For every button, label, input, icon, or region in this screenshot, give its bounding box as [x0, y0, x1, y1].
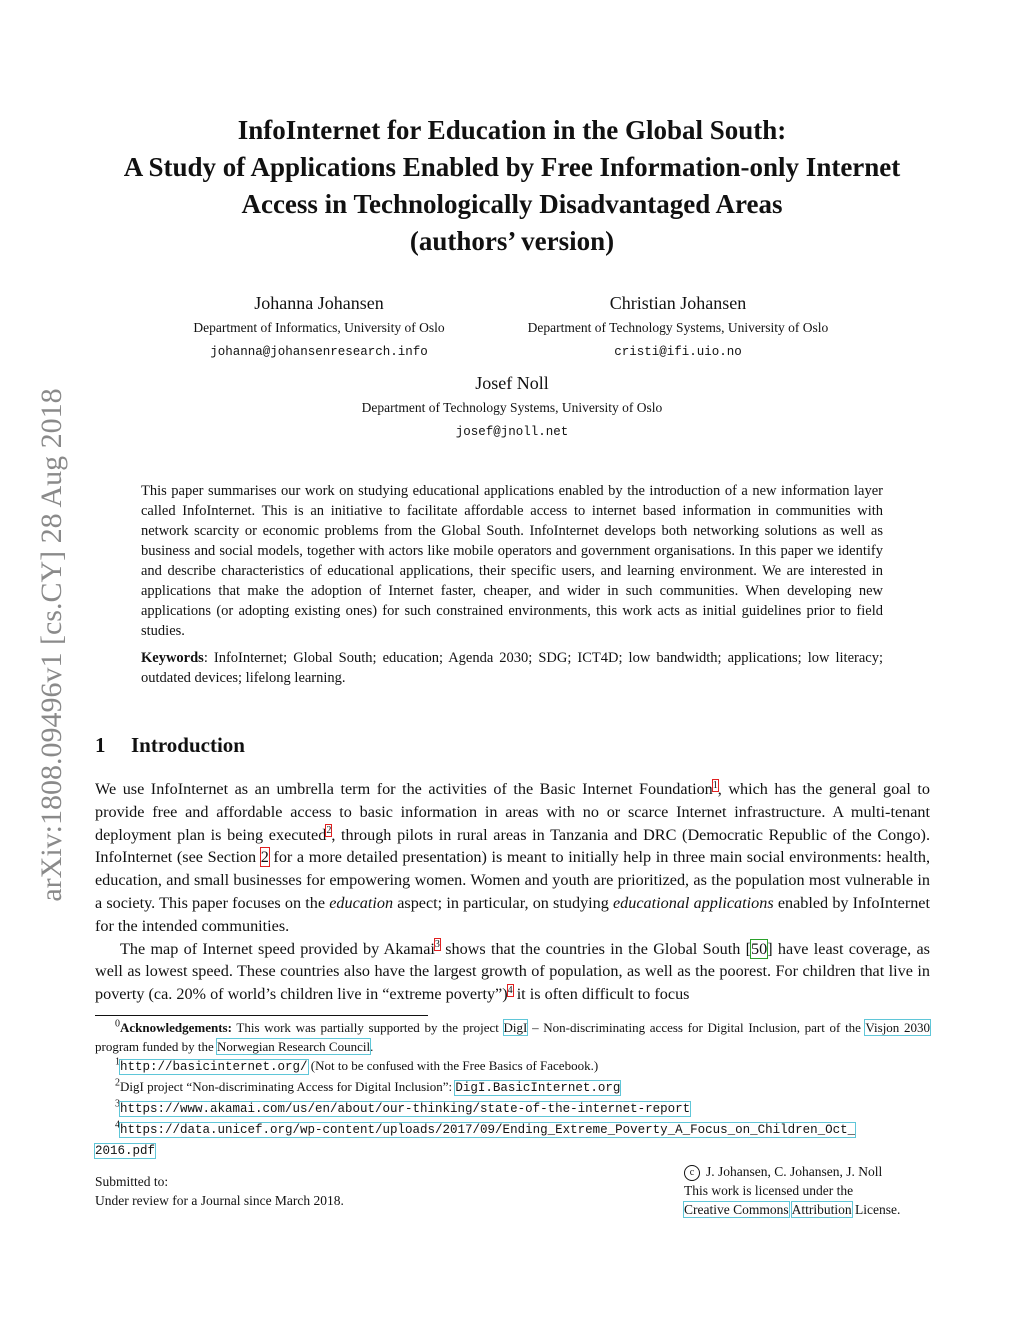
unicef-link-cont[interactable]: 2016.pdf: [95, 1144, 156, 1158]
text-run: shows that the countries in the Global South [: [439, 939, 752, 958]
author-email[interactable]: cristi@ifi.uio.no: [614, 345, 742, 359]
footnote-4-cont: [95, 1140, 930, 1161]
text-run: for a more detailed presentation) is meant to initially help in three main social environments: health, education, and small businesses for empowering women. Women and youth are prioritized, as the population most vulnerable in a society. This paper focuses on the: [95, 848, 930, 912]
copyright-icon: c: [684, 1165, 700, 1181]
footnote-ref-2[interactable]: 2: [326, 825, 332, 837]
text-run: DigI project “Non-discriminating Access for Digital Inclusion”:: [120, 1079, 456, 1094]
author-name: Josef Noll: [475, 373, 549, 393]
footnote-3: [95, 1098, 930, 1119]
author-block-2: [498, 292, 858, 364]
visjon-2030-link[interactable]: Visjon 2030: [865, 1020, 931, 1035]
section-heading: [95, 733, 245, 758]
text-run: ] have least coverage, as well as lowest speed. These countries also have the largest growth of population, as well as the poorest. For children that live in poverty (ca. 20% of world’s children live in “extreme poverty”): [95, 939, 930, 1004]
submission-note: [95, 1172, 344, 1210]
footnote-ref-1[interactable]: 1: [712, 779, 718, 791]
creative-commons-link[interactable]: Creative Commons: [684, 1202, 789, 1217]
section-number: 1: [95, 733, 106, 757]
license-links: [684, 1200, 900, 1219]
keywords-text: : InfoInternet; Global South; education; Agenda 2030; SDG; ICT4D; low bandwidth; applications; low literacy; outdated devices; lifelong learning.: [141, 650, 883, 686]
abstract: This paper summarises our work on studying educational applications enabled by the introduction of a new information layer called InfoInternet. This is an initiative to facilitate affordable access to internet based information in communities with network scarcity or economic problems from the Global South. InfoInternet develops both networking solutions as well as business and social models, together with actors like mobile operators and government organisations. In this paper we identify and describe characteristics of educational applications, their specific users, and learning environment. We are interested in applications that make the adoption of Internet faster, cheaper, and wider in such communities. When developing new applications (or adopting existing ones) for such constrained environments, this work acts as initial guidelines prior to field studies.: [141, 483, 883, 639]
digi-link[interactable]: DigI: [503, 1020, 528, 1035]
text-run: , through pilots in rural areas in Tanzania and DRC (Democratic Republic of the Congo). InfoInternet (see Section: [95, 825, 930, 867]
title-line-2: A Study of Applications Enabled by Free Information-only Internet: [123, 152, 901, 182]
text-run: .: [370, 1039, 374, 1054]
author-name: Christian Johansen: [609, 293, 747, 313]
footnote-mark: 1: [115, 1056, 120, 1068]
footnote-1: [95, 1056, 930, 1077]
author-email[interactable]: johanna@johansenresearch.info: [210, 345, 428, 359]
text-run: enabled by InfoInternet for the intended communities.: [95, 893, 930, 935]
text-run: The map of Internet speed provided by Akamai: [120, 939, 435, 958]
arxiv-stamp: arXiv:1808.09496v1 [cs.CY] 28 Aug 2018: [35, 388, 68, 902]
text-run: We use InfoInternet as an umbrella term for the activities of the Basic Internet Foundation: [95, 780, 713, 798]
section-body: [95, 778, 930, 1006]
title-line-1: InfoInternet for Education in the Global South:: [237, 115, 787, 145]
unicef-link[interactable]: https://data.unicef.org/wp-content/uploads/2017/09/Ending_Extreme_Poverty_A_Focus_on_Children_Oct_: [120, 1123, 856, 1137]
footnote-2: [95, 1077, 930, 1098]
author-block-3: [312, 372, 712, 444]
author-affiliation: Department of Technology Systems, University of Oslo: [361, 400, 663, 415]
footnote-mark: 0: [115, 1018, 120, 1030]
title-line-4: (authors’ version): [409, 226, 615, 256]
submitted-status: Under review for a Journal since March 2018.: [95, 1193, 344, 1208]
attribution-link[interactable]: Attribution: [791, 1202, 852, 1217]
footnote-ref-3[interactable]: 3: [434, 939, 440, 951]
copyright-holders: J. Johansen, C. Johansen, J. Noll: [706, 1164, 883, 1179]
author-block-1: [169, 292, 469, 364]
section-ref-link[interactable]: 2: [260, 848, 269, 867]
license-block: [684, 1162, 900, 1219]
text-run: (Not to be confused with the Free Basics of Facebook.): [307, 1058, 599, 1073]
author-email[interactable]: josef@jnoll.net: [455, 425, 569, 439]
submitted-label: Submitted to:: [95, 1174, 169, 1189]
author-affiliation: Department of Informatics, University of Oslo: [193, 320, 445, 335]
paper-title: [80, 112, 944, 260]
citation-link[interactable]: 50: [751, 939, 768, 958]
research-council-link[interactable]: Norwegian Research Council: [217, 1039, 371, 1054]
emphasis: education: [329, 893, 394, 912]
digi-site-link[interactable]: DigI.BasicInternet.org: [455, 1081, 621, 1095]
footnote-mark: 3: [115, 1098, 120, 1110]
emphasis: educational applications: [613, 893, 774, 912]
paragraph: [95, 778, 930, 938]
footnote-mark: 2: [115, 1077, 120, 1089]
license-tail: License.: [851, 1202, 901, 1217]
text-run: , which has the general goal to provide free and affordable access to basic information in areas with no or scarce Internet infrastructure. A multi-tenant deployment plan is being executed: [95, 780, 930, 844]
footnote-rule: [95, 1015, 428, 1016]
akamai-link[interactable]: https://www.akamai.com/us/en/about/our-thinking/state-of-the-internet-report: [120, 1102, 691, 1116]
text-run: – Non-discriminating access for Digital Inclusion, part of the: [527, 1020, 866, 1035]
author-affiliation: Department of Technology Systems, University of Oslo: [527, 320, 829, 335]
footnote-ref-4[interactable]: 4: [507, 984, 513, 996]
footnote-mark: 4: [115, 1119, 120, 1131]
text-run: it is often difficult to focus: [512, 985, 690, 1004]
paragraph: [95, 938, 930, 1006]
title-line-3: Access in Technologically Disadvantaged Areas: [241, 189, 783, 219]
footnote-0: [95, 1018, 930, 1056]
footnotes: [95, 1018, 930, 1161]
license-text: This work is licensed under the: [684, 1183, 854, 1198]
text-run: program funded by the: [95, 1039, 218, 1054]
text-run: aspect; in particular, on studying: [393, 893, 613, 912]
basicinternet-link[interactable]: http://basicinternet.org/: [120, 1060, 308, 1074]
keywords-label: Keywords: [141, 650, 204, 666]
text-run: This work was partially supported by the project: [231, 1020, 504, 1035]
footnote-4: [95, 1119, 930, 1140]
footnote-label: Acknowledgements:: [120, 1020, 232, 1035]
copyright-line: [684, 1162, 900, 1181]
author-name: Johanna Johansen: [254, 293, 384, 313]
section-title: Introduction: [131, 733, 245, 757]
keywords: [141, 648, 883, 688]
